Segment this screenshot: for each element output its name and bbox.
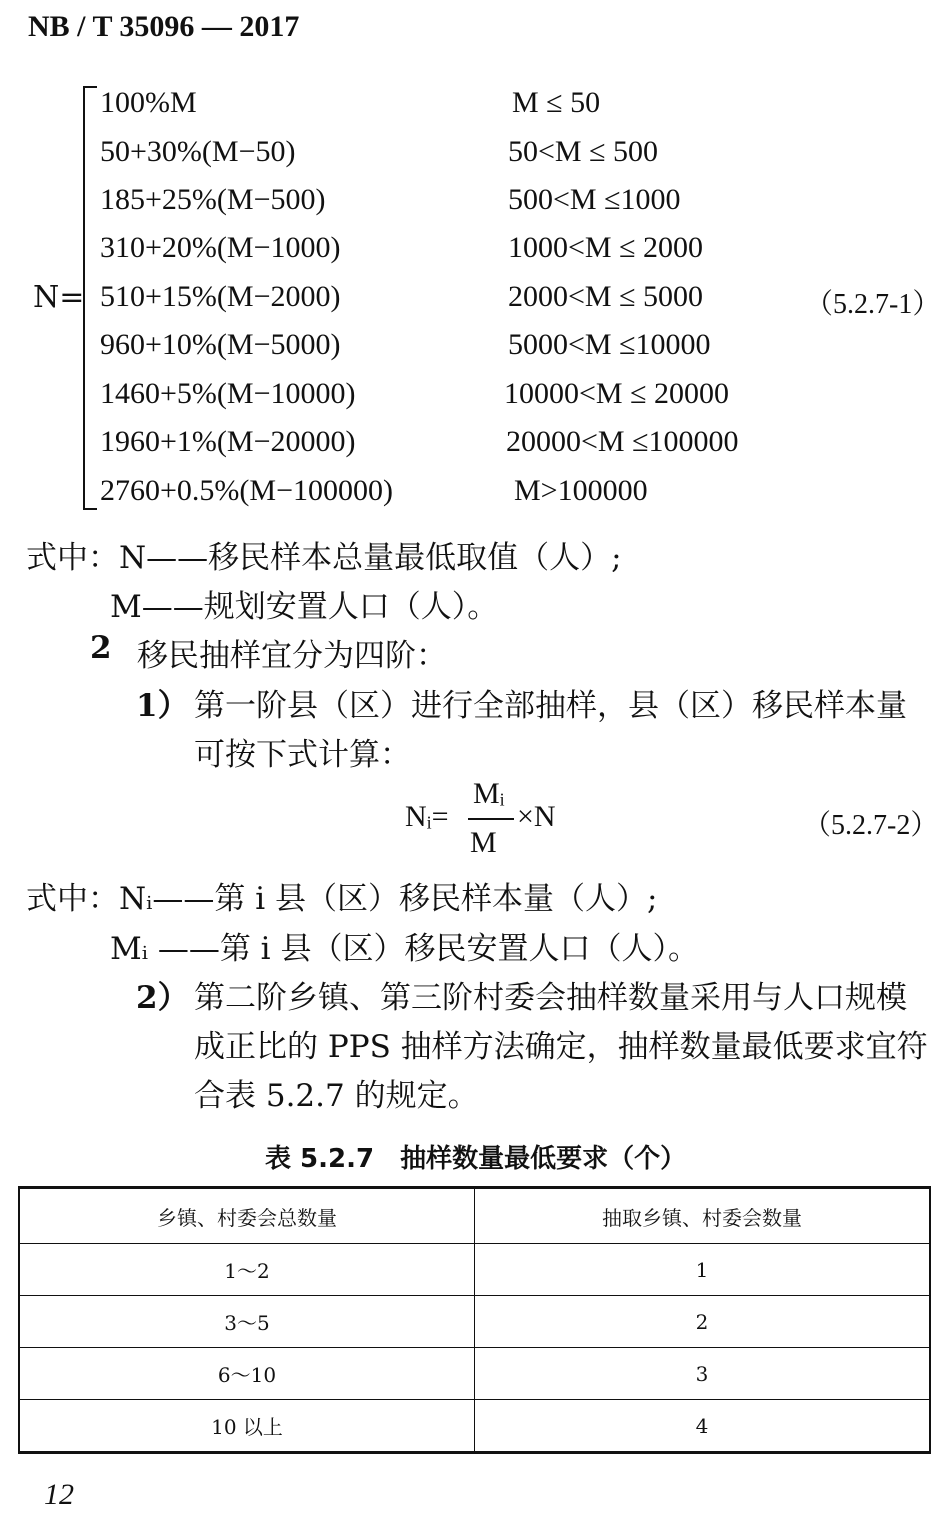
table-cell: 1 [475, 1244, 931, 1296]
case-condition: M ≤ 50 [512, 86, 601, 119]
item-number: 2 [90, 630, 112, 666]
case-condition: 10000<M ≤ 20000 [504, 377, 730, 410]
subitem-text: 可按下式计算： [194, 737, 411, 773]
fraction-denominator: M [470, 826, 497, 859]
table-cell: 3～5 [19, 1296, 475, 1348]
table-cell: 2 [475, 1296, 931, 1348]
case-condition: 20000<M ≤100000 [506, 425, 739, 458]
subitem-text: 第二阶乡镇、第三阶村委会抽样数量采用与人口规模 [194, 980, 907, 1016]
formula2-rest: ×N [517, 800, 556, 833]
definition-line: 式中：Nᵢ——第 i 县（区）移民样本量（人）; [26, 881, 658, 917]
column-header: 抽取乡镇、村委会数量 [475, 1188, 931, 1244]
case-expression: 510+15%(M−2000) [100, 280, 341, 313]
table-cell: 3 [475, 1348, 931, 1400]
case-condition: 5000<M ≤10000 [508, 328, 711, 361]
case-expression: 1960+1%(M−20000) [100, 425, 356, 458]
subitem-text: 合表 5.2.7 的规定。 [194, 1078, 479, 1114]
equation-number: （5.2.7-1） [805, 289, 941, 320]
table-caption: 表 5.2.7 抽样数量最低要求（个） [265, 1144, 687, 1174]
formula2-lhs: Nᵢ= [405, 800, 449, 833]
case-expression: 960+10%(M−5000) [100, 328, 341, 361]
item-text: 移民抽样宜分为四阶： [137, 638, 447, 674]
case-condition: 2000<M ≤ 5000 [508, 280, 704, 313]
equation-number: （5.2.7-2） [803, 810, 939, 841]
sampling-table [18, 1186, 931, 1454]
table-row [19, 1400, 930, 1453]
table-cell: 4 [475, 1400, 931, 1453]
left-brace [83, 86, 97, 510]
case-expression: 185+25%(M−500) [100, 183, 326, 216]
case-condition: 50<M ≤ 500 [508, 135, 659, 168]
table-row [19, 1244, 930, 1296]
case-expression: 50+30%(M−50) [100, 135, 296, 168]
table-cell: 1～2 [19, 1244, 475, 1296]
fraction-numerator: Mᵢ [473, 777, 505, 810]
table-header-row [19, 1188, 930, 1244]
definition-line: Mᵢ ——第 i 县（区）移民安置人口（人）。 [110, 931, 699, 967]
fraction-bar [468, 818, 514, 820]
case-condition: 1000<M ≤ 2000 [508, 231, 704, 264]
document-header: NB / T 35096 — 2017 [28, 10, 300, 43]
page-number: 12 [44, 1478, 74, 1511]
table-row [19, 1348, 930, 1400]
subitem-text: 第一阶县（区）进行全部抽样，县（区）移民样本量 [194, 688, 907, 724]
case-expression: 1460+5%(M−10000) [100, 377, 356, 410]
subitem-text: 成正比的 PPS 抽样方法确定，抽样数量最低要求宜符 [194, 1029, 928, 1065]
formula-lhs: N= [33, 280, 85, 315]
subitem-number: 1） [136, 688, 189, 724]
case-expression: 310+20%(M−1000) [100, 231, 341, 264]
case-expression: 2760+0.5%(M−100000) [100, 474, 393, 507]
definition-line: 式中：N——移民样本总量最低取值（人）; [26, 540, 622, 576]
case-condition: M>100000 [514, 474, 648, 507]
definition-line: M——规划安置人口（人）。 [110, 589, 499, 625]
table-row [19, 1296, 930, 1348]
case-expression: 100%M [100, 86, 197, 119]
table-cell: 6～10 [19, 1348, 475, 1400]
case-condition: 500<M ≤1000 [508, 183, 681, 216]
subitem-number: 2） [136, 980, 189, 1016]
column-header: 乡镇、村委会总数量 [19, 1188, 475, 1244]
table-cell: 10 以上 [19, 1400, 475, 1453]
